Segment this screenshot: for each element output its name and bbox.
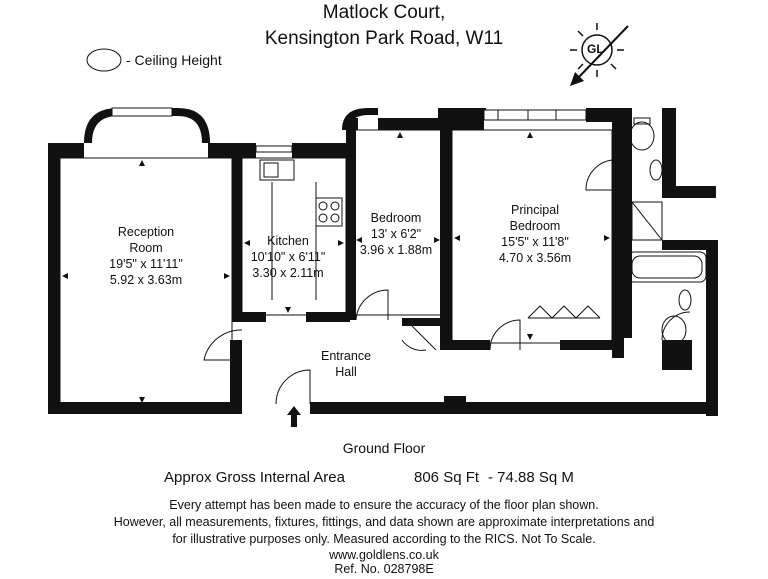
- room-name: Principal: [511, 203, 559, 217]
- reception-room-label: [86, 224, 206, 288]
- room-dimensions-imperial: 15'5" x 11'8": [501, 235, 569, 249]
- kitchen-label: [236, 233, 340, 281]
- disclaimer-line-3: for illustrative purposes only. Measured according to the RICS. Not To Scale.: [172, 532, 596, 546]
- room-dimensions-metric: 3.96 x 1.88m: [359, 243, 433, 257]
- room-name: Hall: [335, 365, 357, 379]
- ceiling-height-legend-icon: [87, 49, 121, 71]
- entrance-hall-label: [306, 348, 386, 380]
- area-label: Approx Gross Internal Area: [164, 469, 345, 486]
- disclaimer-line-2: However, all measurements, fixtures, fittings, and data shown are approximate interpretations and: [113, 515, 655, 529]
- room-name: Bedroom: [509, 219, 561, 233]
- ceiling-height-legend-label: - Ceiling Height: [126, 52, 222, 68]
- principal-bedroom-label: [470, 202, 600, 266]
- disclaimer-line-1: Every attempt has been made to ensure the accuracy of the floor plan shown.: [169, 498, 599, 512]
- title-line-1: Matlock Court,: [322, 2, 446, 23]
- room-name: Kitchen: [267, 234, 309, 248]
- title-line-2: Kensington Park Road, W11: [264, 28, 504, 49]
- entrance-arrow-icon: [287, 406, 301, 427]
- room-name: Room: [129, 241, 163, 255]
- area-sqft: 806 Sq Ft: [414, 469, 480, 486]
- room-dimensions-imperial: 13' x 6'2": [370, 227, 422, 241]
- room-dimensions-metric: 4.70 x 3.56m: [498, 251, 572, 265]
- hob-icon: [316, 198, 342, 226]
- website-link[interactable]: www.goldlens.co.uk: [329, 548, 439, 562]
- room-name: Reception: [117, 225, 175, 239]
- floor-label: Ground Floor: [342, 440, 426, 456]
- toilet-icon-2: [662, 316, 686, 344]
- area-sqm: - 74.88 Sq M: [488, 469, 574, 486]
- toilet-icon: [630, 122, 654, 150]
- room-dimensions-metric: 5.92 x 3.63m: [109, 273, 183, 287]
- room-dimensions-imperial: 10'10" x 6'11": [250, 250, 326, 264]
- room-name: Bedroom: [370, 211, 422, 225]
- reference-number: Ref. No. 028798E: [334, 562, 434, 576]
- room-dimensions-metric: 3.30 x 2.11m: [252, 266, 324, 280]
- room-dimensions-imperial: 19'5" x 11'11": [109, 257, 183, 271]
- room-name: Entrance: [320, 349, 372, 363]
- basin-icon: [679, 290, 691, 310]
- bedroom-label: [352, 210, 440, 258]
- compass-label: GL: [587, 42, 604, 56]
